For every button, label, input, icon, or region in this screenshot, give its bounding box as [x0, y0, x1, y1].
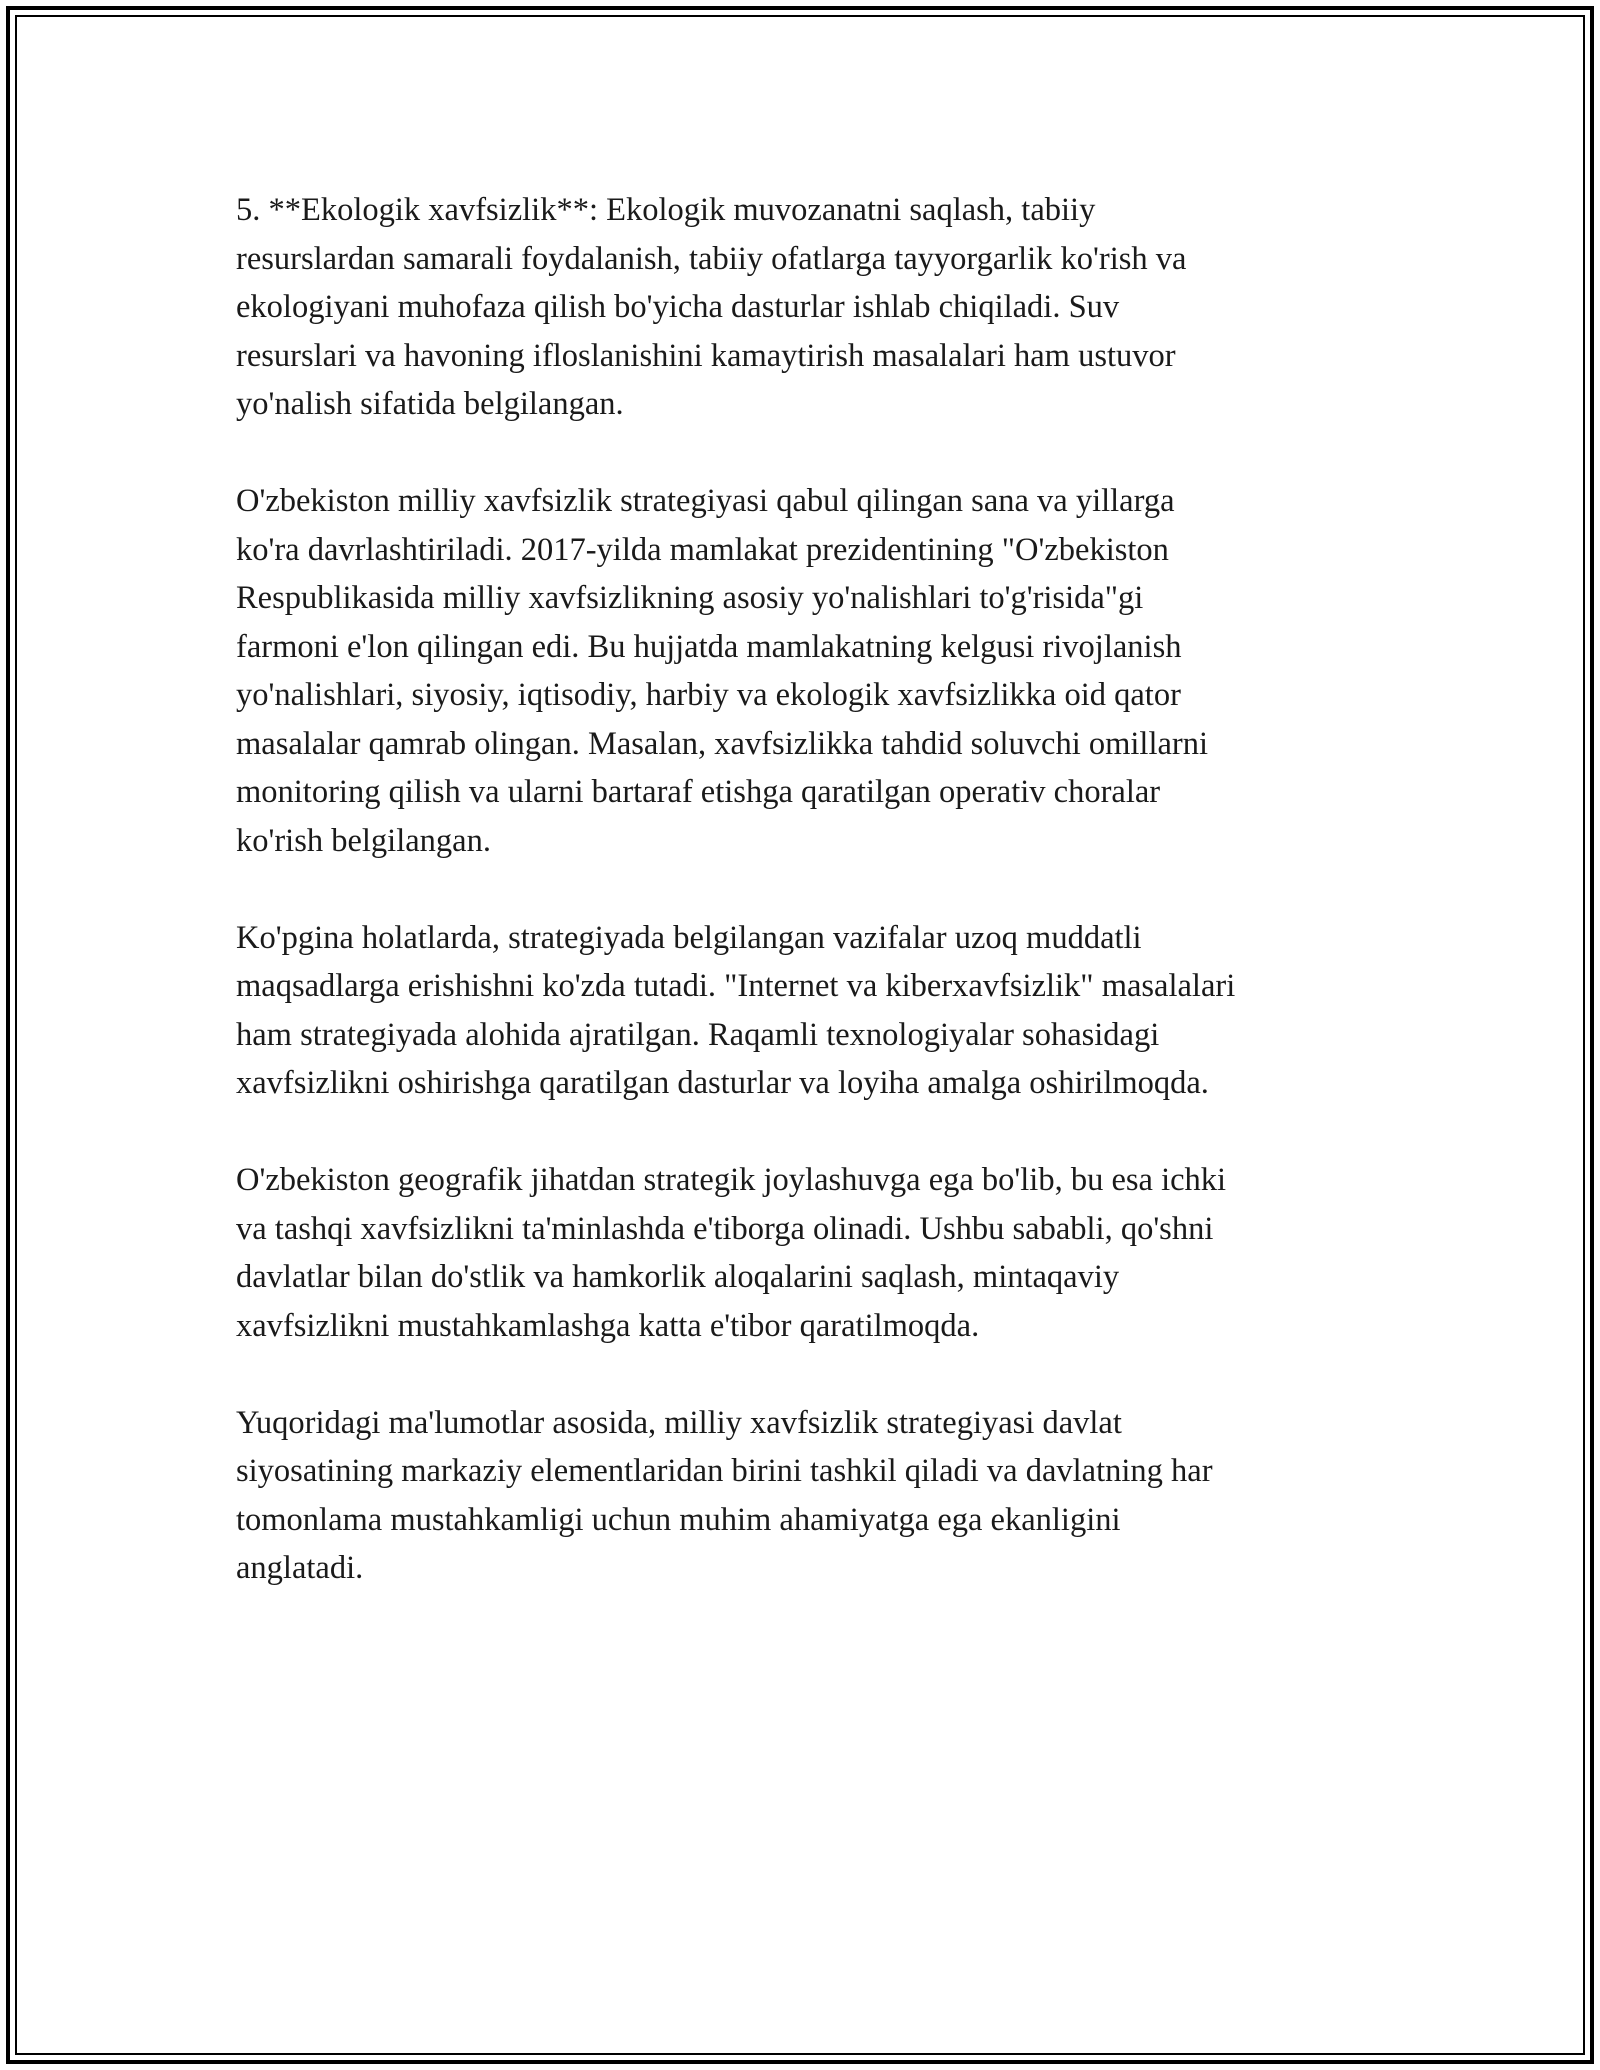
paragraph-conclusion: Yuqoridagi ma'lumotlar asosida, milliy xavfsizlik strategiyasi davlat siyosatining markaziy elementlaridan birini tashkil qiladi va davlatning har tomonlama mustahkamligi uchun muhim ahamiyatga ega ekanligini anglatadi.: [236, 1404, 1213, 1586]
paragraph-geography: O'zbekiston geografik jihatdan strategik joylashuvga ega bo'lib, bu esa ichki va tashqi xavfsizlikni ta'minlashda e'tiborga olinadi. Ushbu sababli, qo'shni davlatlar bilan do'stlik va hamkorlik aloqalarini saqlash, mintaqaviy xavfsizlikni mustahkamlashga katta e'tibor qaratilmoqda.: [236, 1162, 1227, 1344]
document-body: [236, 186, 1376, 1641]
paragraph-strategy-adoption: O'zbekiston milliy xavfsizlik strategiyasi qabul qilingan sana va yillarga ko'ra davrlashtiriladi. 2017-yilda mamlakat prezidentining "O'zbekiston Respublikasida milliy xavfsizlikning asosiy yo'nalishlari to'g'risida"gi farmoni e'lon qilingan edi. Bu hujjatda mamlakatning kelgusi rivojlanish yo'nalishlari, siyosiy, iqtisodiy, harbiy va ekologik xavfsizlikka oid qator masalalar qamrab olingan. Masalan, xavfsizlikka tahdid soluvchi omillarni monitoring qilish va ularni bartaraf etishga qaratilgan operativ choralar ko'rish belgilangan.: [236, 483, 1209, 859]
paragraph-cybersecurity: Ko'pgina holatlarda, strategiyada belgilangan vazifalar uzoq muddatli maqsadlarga erishishni ko'zda tutadi. "Internet va kiberxavfsizlik" masalalari ham strategiyada alohida ajratilgan. Raqamli texnologiyalar sohasidagi xavfsizlikni oshirishga qaratilgan dasturlar va loyiha amalga oshirilmoqda.: [236, 919, 1236, 1101]
paragraph-ecological-security: 5. **Ekologik xavfsizlik**: Ekologik muvozanatni saqlash, tabiiy resurslardan samarali foydalanish, tabiiy ofatlarga tayyorgarlik ko'rish va ekologiyani muhofaza qilish bo'yicha dasturlar ishlab chiqiladi. Suv resurslari va havoning ifloslanishini kamaytirish masalalari ham ustuvor yo'nalish sifatida belgilangan.: [236, 192, 1187, 422]
